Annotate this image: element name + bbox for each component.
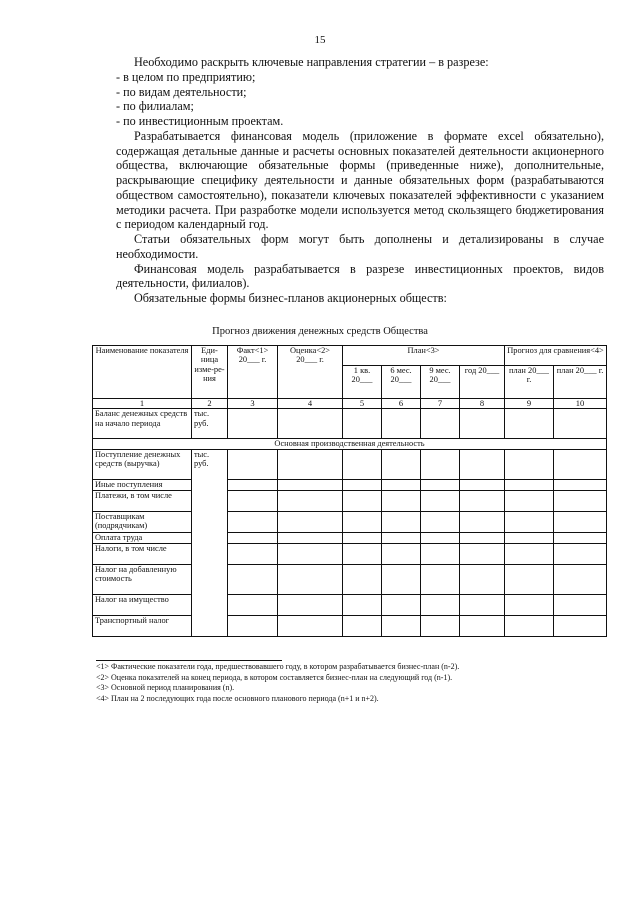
table-row [93,564,607,594]
column-number: 5 [343,399,382,409]
data-cell [554,449,607,479]
header-forecast-plan-2: план 20___ г. [554,366,607,399]
data-cell [505,543,554,564]
data-cell [460,564,505,594]
data-cell [421,449,460,479]
footnotes [96,662,616,704]
header-9m: 9 мес. 20___ [421,366,460,399]
data-cell [554,532,607,543]
data-cell [343,511,382,532]
data-cell [554,490,607,511]
data-cell [505,409,554,439]
row-label: Налог на добавленную стоимость [93,564,192,594]
data-cell [505,490,554,511]
paragraph-intro: Необходимо раскрыть ключевые направления стратегии – в разрезе: [134,55,489,69]
table-row [93,594,607,615]
data-cell [343,490,382,511]
data-cell [505,532,554,543]
data-cell [460,511,505,532]
row-label: Поставщикам (подрядчикам) [93,511,192,532]
row-label: Налог на имущество [93,594,192,615]
data-cell [460,615,505,636]
row-label: Платежи, в том числе [93,490,192,511]
header-plan: План<3> [343,346,505,366]
data-cell [421,564,460,594]
data-cell [228,543,278,564]
column-number: 7 [421,399,460,409]
data-cell [505,615,554,636]
data-cell [554,543,607,564]
data-cell [421,409,460,439]
header-forecast-plan-1: план 20___ г. [505,366,554,399]
header-q1: 1 кв. 20___ [343,366,382,399]
data-cell [421,543,460,564]
header-estimate: Оценка<2> 20___ г. [278,346,343,399]
data-cell [228,479,278,490]
data-cell [343,615,382,636]
data-cell [460,594,505,615]
data-cell [228,409,278,439]
header-forecast: Прогноз для сравнения<4> [505,346,607,366]
data-cell [505,594,554,615]
data-cell [554,511,607,532]
data-cell [343,479,382,490]
data-cell [278,532,343,543]
table-row [93,479,607,490]
row-label: Транспортный налог [93,615,192,636]
table-title: Прогноз движения денежных средств Общества [212,326,428,337]
data-cell [382,490,421,511]
section-row [93,439,607,449]
data-cell [228,594,278,615]
data-cell [421,594,460,615]
data-cell [460,409,505,439]
data-cell [278,594,343,615]
table-row [93,449,607,479]
data-cell [382,409,421,439]
data-cell [421,615,460,636]
data-cell [343,543,382,564]
data-cell [421,490,460,511]
row-label: Иные поступления [93,479,192,490]
body-text [116,55,604,306]
data-cell [278,543,343,564]
bullet-item: - в целом по предприятию; [116,69,256,84]
data-cell [460,479,505,490]
data-cell [505,479,554,490]
data-cell [278,479,343,490]
data-cell [382,532,421,543]
column-number: 9 [505,399,554,409]
paragraph-sections: Финансовая модель разрабатывается в разрезе инвестиционных проектов, видов деятельности, филиалов). [116,261,604,291]
row-label: Налоги, в том числе [93,543,192,564]
data-cell [554,479,607,490]
cash-flow-table [92,345,607,637]
row-label: Баланс денежных средств на начало периода [93,409,192,439]
data-cell [382,615,421,636]
data-cell [382,564,421,594]
table-row [93,532,607,543]
data-cell [278,449,343,479]
column-number: 2 [192,399,228,409]
data-cell [228,564,278,594]
header-fact: Факт<1> 20___ г. [228,346,278,399]
paragraph-articles: Статьи обязательных форм могут быть дополнены и детализированы в случае необходимости. [116,232,604,261]
bullet-item: - по инвестиционным проектам. [116,114,284,128]
table-row [93,615,607,636]
data-cell [343,532,382,543]
row-label: Поступление денежных средств (выручка) [93,449,192,479]
data-cell [278,564,343,594]
header-row [93,346,607,366]
data-cell [460,532,505,543]
footnote: <1> Фактические показатели года, предшествовавшего году, в котором разрабатывается бизнес-план (n-2). [96,662,460,671]
data-cell [228,449,278,479]
data-cell [228,490,278,511]
header-unit: Еди-ница изме-ре-ния [192,346,228,399]
data-cell [278,615,343,636]
data-cell [421,479,460,490]
data-cell [421,511,460,532]
data-cell [554,564,607,594]
column-number: 3 [228,399,278,409]
data-cell [505,511,554,532]
data-cell [382,449,421,479]
bullet-item: - по видам деятельности; [116,84,247,99]
data-cell [554,409,607,439]
column-number: 8 [460,399,505,409]
row-unit: тыс. руб. [192,409,228,439]
table-row-opening-balance [93,409,607,439]
header-year: год 20___ [460,366,505,399]
data-cell [505,449,554,479]
table-row [93,490,607,511]
column-number: 6 [382,399,421,409]
data-cell [228,615,278,636]
data-cell [228,532,278,543]
page-number: 15 [314,34,326,46]
data-cell [382,479,421,490]
footnote: <4> План на 2 последующих года после основного планового периода (n+1 и n+2). [96,693,379,703]
data-cell [228,511,278,532]
data-cell [278,409,343,439]
header-name: Наименование показателя [93,346,192,399]
data-cell [382,594,421,615]
data-cell [278,490,343,511]
data-cell [343,449,382,479]
footnote: <3> Основной период планирования (n). [96,683,235,693]
data-cell [421,532,460,543]
bullet-item: - по филиалам; [116,99,194,114]
data-cell [343,594,382,615]
data-cell [554,615,607,636]
data-cell [343,564,382,594]
column-number: 4 [278,399,343,409]
row-label: Оплата труда [93,532,192,543]
column-number: 10 [554,399,607,409]
table-row [93,511,607,532]
data-cell [460,449,505,479]
data-cell [460,490,505,511]
data-cell [460,543,505,564]
row-unit: тыс. руб. [192,449,228,636]
data-cell [382,511,421,532]
data-cell [382,543,421,564]
header-6m: 6 мес. 20___ [382,366,421,399]
footnote-separator [96,660,282,661]
paragraph-forms: Обязательные формы бизнес-планов акционерных обществ: [134,291,447,305]
section-title: Основная производственная деятельность [93,439,607,449]
data-cell [554,594,607,615]
data-cell [343,409,382,439]
table-row [93,543,607,564]
data-cell [505,564,554,594]
column-numbers-row [93,399,607,409]
paragraph-model: Разрабатывается финансовая модель (приложение в формате excel обязательно), содержащая детальные данные и расчеты основных показателей деятельности акционерного общества, включающие обязательные формы (приведенные ниже), дополнительные, раскрывающие специфику деятельности и данные обязательных форм (разрабатываются обществом самостоятельно), показатели ключевых показателей эффективности с указанием методики расчета. При разработке модели используется метод скользящего бюджетирования с периодом календарный год. [116,128,604,232]
data-cell [278,511,343,532]
footnote: <2> Оценка показателей на конец периода, в котором составляется бизнес-план на следующий год (n-1). [96,672,453,682]
column-number: 1 [93,399,192,409]
